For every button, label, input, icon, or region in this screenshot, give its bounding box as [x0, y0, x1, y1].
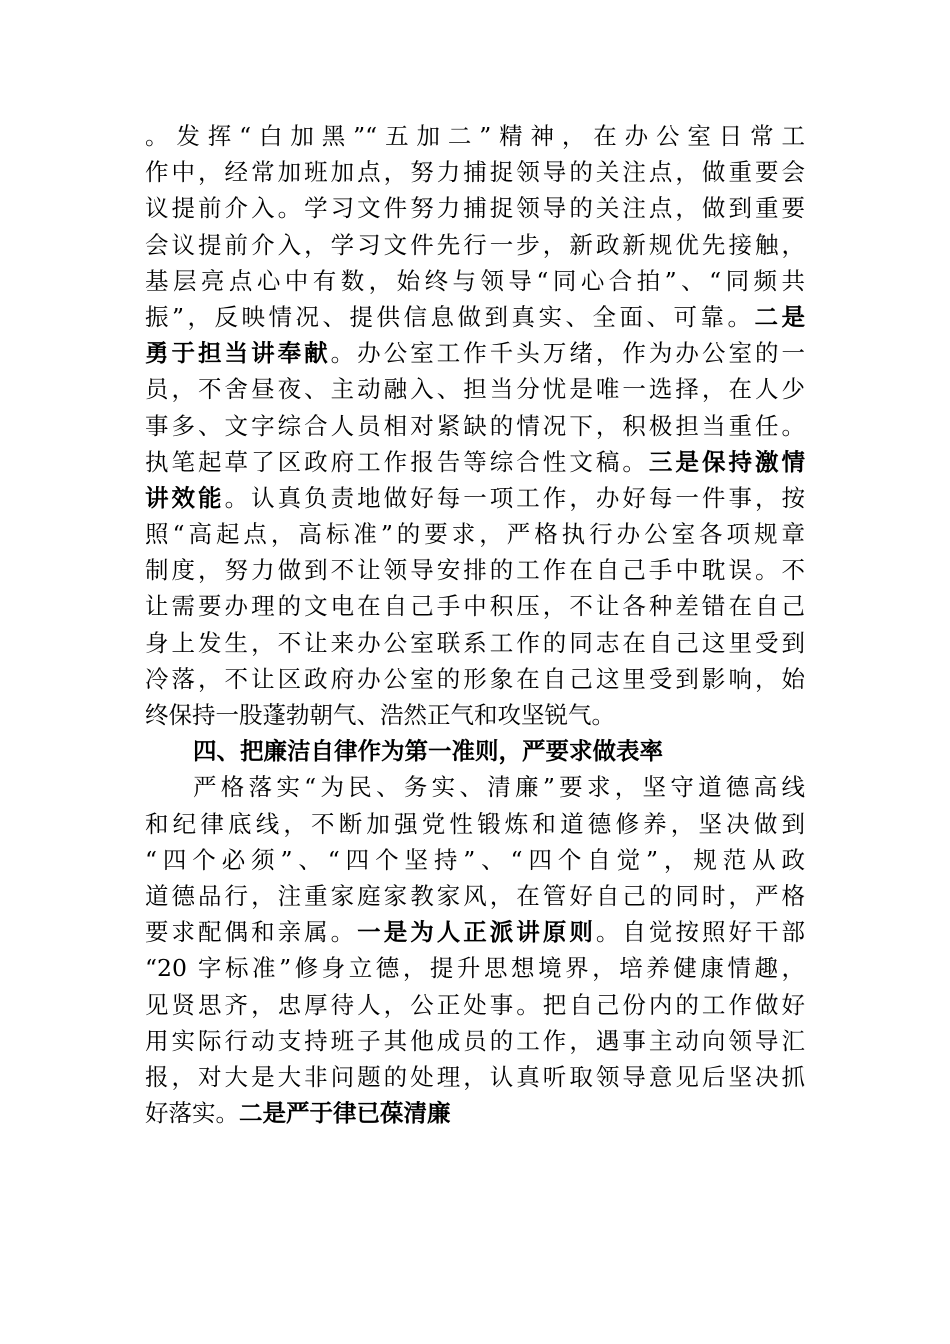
text-line [145, 552, 805, 588]
text-run: 让需要办理的文电在自己手中积压，不让各种差错在自己 [145, 592, 805, 621]
text-run: 。办公室工作千头万绪，作为办公室的一 [330, 339, 805, 368]
text-line [145, 371, 805, 407]
text-run: 照“高起点，高标准”的要求，严格执行办公室各项规章 [145, 520, 805, 549]
text-run: 终保持一股蓬勃朝气、浩然正气和攻坚锐气。 [145, 701, 615, 729]
section-heading [145, 733, 805, 769]
text-run: 道德品行，注重家庭家教家风，在管好自己的同时，严格 [145, 881, 805, 910]
text-run: 作中，经常加班加点，努力捕捉领导的关注点，做重要会 [145, 158, 805, 187]
text-line [145, 154, 805, 190]
text-run: 会议提前介入，学习文件先行一步，新政新规优先接触， [145, 230, 805, 259]
text-run: 和纪律底线，不断加强党性锻炼和道德修养，坚决做到 [145, 809, 805, 838]
text-line [145, 914, 805, 950]
bold-phrase: 二是严于律已葆清廉 [239, 1099, 451, 1128]
text-run: 振”，反映情况、提供信息做到真实、全面、可靠。 [145, 302, 755, 331]
text-run: 制度，努力做到不让领导安排的工作在自己手中耽误。不 [145, 556, 805, 585]
text-line [145, 335, 805, 371]
text-line [145, 1023, 805, 1059]
text-line [145, 878, 805, 914]
bold-phrase: 勇于担当讲奉献 [145, 339, 331, 368]
text-line [145, 987, 805, 1023]
text-line [145, 480, 805, 516]
text-line [145, 842, 805, 878]
text-run: 冷落，不让区政府办公室的形象在自己这里受到影响，始 [145, 664, 805, 693]
text-run: 用实际行动支持班子其他成员的工作，遇事主动向领导汇 [145, 1026, 805, 1055]
bold-phrase: 一是为人正派讲原则 [357, 918, 596, 947]
text-run: 。自觉按照好干部 [595, 918, 805, 947]
text-run: 执笔起草了区政府工作报告等综合性文稿。 [145, 447, 649, 476]
bold-phrase: 二是 [754, 302, 805, 331]
text-line [145, 118, 805, 154]
text-line [145, 625, 805, 661]
text-line [145, 444, 805, 480]
text-line [145, 769, 805, 805]
text-line [145, 299, 805, 335]
text-run: 。认真负责地做好每一项工作，办好每一件事，按 [224, 483, 805, 512]
text-line [145, 1059, 805, 1095]
text-line [145, 697, 805, 733]
text-run: 。发挥“白加黑”“五加二”精神，在办公室日常工 [145, 122, 805, 150]
bold-phrase: 三是保持激情 [648, 447, 805, 476]
text-line [145, 516, 805, 552]
text-line [145, 227, 805, 263]
text-line [145, 408, 805, 444]
text-line [145, 661, 805, 697]
text-run: 严格落实“为民、务实、清廉”要求，坚守道德高线 [193, 773, 805, 802]
text-line [145, 190, 805, 226]
text-run: 事多、文字综合人员相对紧缺的情况下，积极担当重任。 [145, 411, 805, 440]
text-line [145, 263, 805, 299]
document-body [145, 118, 805, 1131]
text-line [145, 1095, 805, 1131]
text-run: 报，对大是大非问题的处理，认真听取领导意见后坚决抓 [145, 1062, 805, 1091]
bold-phrase: 讲效能 [145, 483, 225, 512]
text-run: 见贤思齐，忠厚待人，公正处事。把自己份内的工作做好 [145, 990, 805, 1019]
text-run: 基层亮点心中有数，始终与领导“同心合拍”、“同频共 [145, 266, 805, 295]
bold-phrase: 四、把廉洁自律作为第一准则，严要求做表率 [193, 737, 663, 766]
text-run: 议提前介入。学习文件努力捕捉领导的关注点，做到重要 [145, 194, 805, 223]
text-run: 好落实。 [145, 1099, 239, 1128]
text-line [145, 588, 805, 624]
text-line [145, 950, 805, 986]
text-run: “四个必须”、“四个坚持”、“四个自觉”，规范从政 [145, 845, 805, 874]
text-run: 要求配偶和亲属。 [145, 918, 358, 947]
text-run: 身上发生，不让来办公室联系工作的同志在自己这里受到 [145, 628, 805, 657]
text-line [145, 806, 805, 842]
text-run: 员，不舍昼夜、主动融入、担当分忧是唯一选择，在人少 [145, 375, 805, 404]
text-run: “20 字标准”修身立德，提升思想境界，培养健康情趣， [145, 954, 805, 983]
